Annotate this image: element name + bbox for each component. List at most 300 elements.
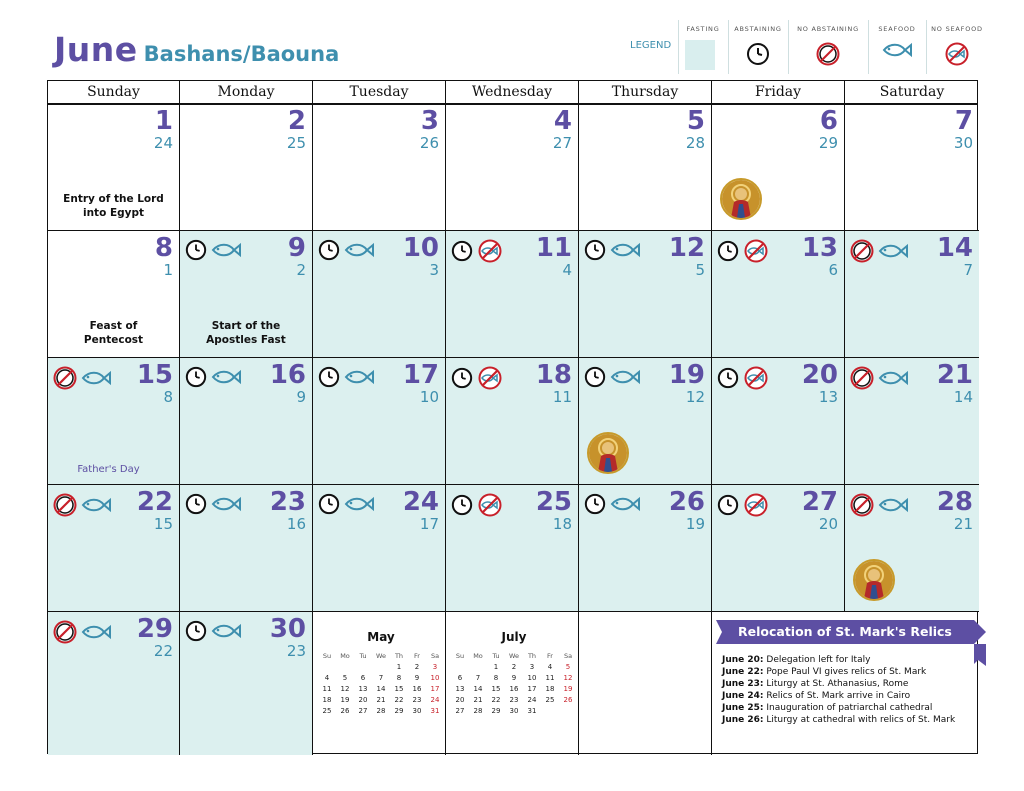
fish-icon <box>81 497 111 517</box>
clock-icon <box>318 239 340 265</box>
day-number: 27 <box>801 487 838 517</box>
mini-day: 4 <box>324 673 330 682</box>
mini-day: 18 <box>322 695 332 704</box>
no-fish-icon <box>477 493 503 521</box>
coptic-day-number: 15 <box>153 515 173 533</box>
mini-day: 8 <box>396 673 402 682</box>
day-number: 25 <box>535 487 572 517</box>
fast-icons <box>53 366 111 394</box>
legend-label: NO ABSTAINING <box>797 25 859 33</box>
clock-icon <box>717 240 739 266</box>
day-number: 23 <box>269 487 306 517</box>
day-cell[interactable] <box>48 612 180 755</box>
may-cell <box>313 612 446 755</box>
coptic-day-number: 25 <box>286 134 306 152</box>
mini-dow: Mo <box>473 651 483 660</box>
mini-day: 1 <box>396 662 402 671</box>
coptic-day-number: 17 <box>419 515 439 533</box>
fast-icons <box>318 366 374 392</box>
fast-icons <box>584 366 640 392</box>
relics-note-text: Liturgy at cathedral with relics of St. Mark <box>763 715 956 725</box>
mini-day: 16 <box>412 684 422 693</box>
legend-no-seafood <box>926 20 987 74</box>
relics-note-date: June 26: <box>722 715 764 725</box>
day-cell[interactable] <box>313 231 446 358</box>
no-clock-icon <box>850 366 874 394</box>
mini-day: 7 <box>378 673 384 682</box>
mini-day: 31 <box>527 706 537 715</box>
clock-icon <box>584 239 606 265</box>
mini-day: 13 <box>455 684 465 693</box>
day-cell[interactable] <box>712 358 845 485</box>
relics-note <box>722 654 977 666</box>
clock-icon <box>185 620 207 646</box>
relics-note <box>722 714 977 726</box>
no-fish-icon <box>477 239 503 267</box>
day-cell[interactable] <box>579 485 712 612</box>
legend-no-abstaining <box>788 20 867 74</box>
day-number: 8 <box>154 233 173 263</box>
empty-cell <box>579 612 712 755</box>
coptic-day-number: 3 <box>429 261 439 279</box>
day-cell[interactable] <box>579 358 712 485</box>
fast-icons <box>185 239 241 265</box>
relics-note-date: June 20: <box>722 655 764 665</box>
no-clock-icon <box>816 42 840 70</box>
day-number: 10 <box>402 233 439 263</box>
day-number: 15 <box>136 360 173 390</box>
mini-day: 24 <box>527 695 537 704</box>
mini-day: 9 <box>511 673 517 682</box>
day-number: 6 <box>819 106 838 136</box>
no-fish-icon <box>743 239 769 267</box>
day-cell[interactable] <box>48 358 180 485</box>
weekday-tuesday: Tuesday <box>313 81 446 103</box>
mini-day: 7 <box>475 673 481 682</box>
mini-dow: Sa <box>563 651 573 660</box>
mini-dow: Tu <box>492 651 500 660</box>
mini-dow: Fr <box>547 651 553 660</box>
coptic-day-number: 12 <box>685 388 705 406</box>
fast-icons <box>451 493 503 521</box>
mini-day <box>559 705 577 716</box>
weekday-monday: Monday <box>180 81 313 103</box>
mini-day: 16 <box>509 684 519 693</box>
clock-icon <box>746 42 770 70</box>
day-number: 5 <box>686 106 705 136</box>
day-number: 21 <box>936 360 973 390</box>
coptic-day-number: 29 <box>818 134 838 152</box>
mini-day: 27 <box>358 706 368 715</box>
mini-dow: Sa <box>430 651 440 660</box>
mini-calendar-title: May <box>367 630 395 644</box>
mini-day: 22 <box>394 695 404 704</box>
mini-day: 19 <box>340 695 350 704</box>
mini-day <box>541 705 559 716</box>
mini-calendar-title: July <box>501 630 527 644</box>
mini-day: 29 <box>394 706 404 715</box>
fish-icon <box>878 243 908 263</box>
fish-icon <box>610 369 640 389</box>
clock-icon <box>717 367 739 393</box>
mini-day: 20 <box>455 695 465 704</box>
mini-day: 10 <box>527 673 537 682</box>
legend-label: FASTING <box>686 25 720 33</box>
day-number: 1 <box>154 106 173 136</box>
day-number: 26 <box>668 487 705 517</box>
fast-icons <box>318 239 374 265</box>
legend-title: LEGEND <box>630 40 672 51</box>
mini-day: 2 <box>414 662 420 671</box>
fast-icons <box>451 239 503 267</box>
no-clock-icon <box>850 239 874 267</box>
relics-note-text: Liturgy at St. Athanasius, Rome <box>763 679 909 689</box>
day-cell[interactable] <box>313 104 446 231</box>
clock-icon <box>185 366 207 392</box>
mini-day <box>354 661 372 672</box>
day-number: 2 <box>287 106 306 136</box>
day-cell[interactable] <box>579 231 712 358</box>
clock-icon <box>185 239 207 265</box>
day-cell[interactable] <box>313 358 446 485</box>
mini-day: 11 <box>545 673 555 682</box>
day-cell[interactable] <box>48 231 180 358</box>
mini-day: 29 <box>491 706 501 715</box>
month-title: June <box>54 30 138 69</box>
coptic-day-number: 16 <box>286 515 306 533</box>
fish-icon <box>211 496 241 516</box>
fish-icon <box>81 370 111 390</box>
mini-day: 13 <box>358 684 368 693</box>
mini-day: 14 <box>473 684 483 693</box>
fasting-swatch-icon <box>685 40 715 70</box>
fast-icons <box>53 620 111 648</box>
coptic-day-number: 13 <box>818 388 838 406</box>
day-number: 11 <box>535 233 572 263</box>
relics-note <box>722 690 977 702</box>
day-number: 9 <box>287 233 306 263</box>
coptic-day-number: 2 <box>296 261 306 279</box>
mini-day: 20 <box>358 695 368 704</box>
coptic-day-number: 24 <box>153 134 173 152</box>
mini-day: 23 <box>412 695 422 704</box>
coptic-day-number: 4 <box>562 261 572 279</box>
saints-icon <box>720 178 762 220</box>
mini-day: 5 <box>565 662 571 671</box>
day-number: 13 <box>801 233 838 263</box>
day-number: 19 <box>668 360 705 390</box>
day-cell[interactable] <box>446 231 579 358</box>
mini-day: 15 <box>394 684 404 693</box>
coptic-day-number: 18 <box>552 515 572 533</box>
no-fish-icon <box>477 366 503 394</box>
legend-label: SEAFOOD <box>878 25 916 33</box>
mini-day: 21 <box>376 695 386 704</box>
day-number: 16 <box>269 360 306 390</box>
weekday-sunday: Sunday <box>48 81 180 103</box>
fish-icon <box>211 369 241 389</box>
fast-icons <box>717 366 769 394</box>
clock-icon <box>451 494 473 520</box>
coptic-day-number: 30 <box>953 134 973 152</box>
mini-day <box>469 661 487 672</box>
clock-icon <box>318 493 340 519</box>
no-fish-icon <box>743 493 769 521</box>
mini-day: 8 <box>493 673 499 682</box>
legend-label: ABSTAINING <box>734 25 782 33</box>
relics-note <box>722 702 977 714</box>
clock-icon <box>185 493 207 519</box>
coptic-day-number: 5 <box>695 261 705 279</box>
fish-icon <box>610 496 640 516</box>
day-number: 28 <box>936 487 973 517</box>
clock-icon <box>451 240 473 266</box>
fast-icons <box>185 620 241 646</box>
relics-note-text: Pope Paul VI gives relics of St. Mark <box>763 667 927 677</box>
no-clock-icon <box>850 493 874 521</box>
mini-day: 19 <box>563 684 573 693</box>
event-label: Feast of Pentecost <box>83 320 144 346</box>
fish-icon <box>344 369 374 389</box>
mini-day <box>336 661 354 672</box>
day-cell[interactable] <box>712 485 845 612</box>
coptic-day-number: 6 <box>828 261 838 279</box>
day-cell[interactable] <box>446 358 579 485</box>
mini-day: 21 <box>473 695 483 704</box>
mini-calendar-may <box>318 630 444 716</box>
legend-seafood <box>868 20 925 74</box>
mini-day: 4 <box>547 662 553 671</box>
coptic-day-number: 10 <box>419 388 439 406</box>
mini-dow: Su <box>322 651 332 660</box>
day-number: 20 <box>801 360 838 390</box>
coptic-day-number: 28 <box>685 134 705 152</box>
day-number: 24 <box>402 487 439 517</box>
fast-icons <box>185 366 241 392</box>
page-title <box>54 30 339 74</box>
mini-day: 31 <box>430 706 440 715</box>
fast-icons <box>850 239 908 267</box>
no-fish-icon <box>945 42 969 70</box>
day-cell[interactable] <box>845 231 979 358</box>
no-fish-icon <box>743 366 769 394</box>
fish-icon <box>344 242 374 262</box>
mini-dow: We <box>508 651 520 660</box>
clock-icon <box>318 366 340 392</box>
day-cell[interactable] <box>180 358 313 485</box>
mini-day: 28 <box>376 706 386 715</box>
day-cell[interactable] <box>180 485 313 612</box>
mini-day: 5 <box>342 673 348 682</box>
legend <box>620 20 982 74</box>
day-number: 12 <box>668 233 705 263</box>
mini-day: 18 <box>545 684 555 693</box>
mini-day: 25 <box>545 695 555 704</box>
day-cell[interactable] <box>579 104 712 231</box>
day-cell[interactable] <box>446 485 579 612</box>
day-number: 22 <box>136 487 173 517</box>
coptic-month-title: Bashans/Baouna <box>143 42 340 66</box>
july-cell <box>446 612 579 755</box>
mini-dow: We <box>375 651 387 660</box>
coptic-day-number: 7 <box>963 261 973 279</box>
mini-day: 12 <box>340 684 350 693</box>
day-number: 7 <box>954 106 973 136</box>
saint-icon <box>587 432 629 474</box>
relics-note-text: Delegation left for Italy <box>763 655 871 665</box>
day-number: 18 <box>535 360 572 390</box>
event-label: Start of the Apostles Fast <box>206 320 286 346</box>
mini-day: 1 <box>493 662 499 671</box>
relics-title: Relocation of St. Mark's Relics <box>738 624 952 639</box>
coptic-day-number: 23 <box>286 642 306 660</box>
day-cell[interactable] <box>48 485 180 612</box>
legend-label: NO SEAFOOD <box>931 25 983 33</box>
mini-day: 12 <box>563 673 573 682</box>
fish-icon <box>878 370 908 390</box>
day-cell[interactable] <box>845 485 979 612</box>
day-number: 29 <box>136 614 173 644</box>
mini-day: 9 <box>414 673 420 682</box>
day-cell[interactable] <box>712 231 845 358</box>
mini-dow: Tu <box>359 651 367 660</box>
no-clock-icon <box>53 366 77 394</box>
mini-day: 23 <box>509 695 519 704</box>
coptic-day-number: 27 <box>552 134 572 152</box>
coptic-day-number: 26 <box>419 134 439 152</box>
mini-day: 28 <box>473 706 483 715</box>
weekday-wednesday: Wednesday <box>446 81 579 103</box>
day-number: 14 <box>936 233 973 263</box>
relics-notes <box>722 654 977 726</box>
clock-icon <box>717 494 739 520</box>
clock-icon <box>584 366 606 392</box>
fast-icons <box>850 493 908 521</box>
day-cell[interactable] <box>48 104 180 231</box>
relics-note-date: June 23: <box>722 679 764 689</box>
relics-note <box>722 678 977 690</box>
day-number: 4 <box>553 106 572 136</box>
mini-day: 17 <box>430 684 440 693</box>
fast-icons <box>53 493 111 521</box>
fish-icon <box>344 496 374 516</box>
fish-icon <box>878 497 908 517</box>
fast-icons <box>185 493 241 519</box>
fish-icon <box>81 624 111 644</box>
day-number: 30 <box>269 614 306 644</box>
coptic-day-number: 9 <box>296 388 306 406</box>
mini-day: 11 <box>322 684 332 693</box>
fast-icons <box>717 493 769 521</box>
mini-dow: Mo <box>340 651 350 660</box>
fast-icons <box>717 239 769 267</box>
day-cell[interactable] <box>180 104 313 231</box>
mini-day: 10 <box>430 673 440 682</box>
mini-dow: Th <box>527 651 537 660</box>
fast-icons <box>584 239 640 265</box>
coptic-day-number: 11 <box>552 388 572 406</box>
mini-day: 3 <box>432 662 438 671</box>
day-cell[interactable] <box>845 358 979 485</box>
fish-icon <box>610 242 640 262</box>
clock-icon <box>451 367 473 393</box>
relics-note-text: Relics of St. Mark arrive in Cairo <box>763 691 911 701</box>
mini-dow: Th <box>394 651 404 660</box>
coptic-day-number: 22 <box>153 642 173 660</box>
coptic-day-number: 1 <box>163 261 173 279</box>
observance-label: Father's Day <box>77 464 140 475</box>
relics-note <box>722 666 977 678</box>
clock-icon <box>584 493 606 519</box>
fish-icon <box>211 623 241 643</box>
day-cell[interactable] <box>712 104 845 231</box>
coptic-day-number: 14 <box>953 388 973 406</box>
coptic-day-number: 8 <box>163 388 173 406</box>
mini-day: 25 <box>322 706 332 715</box>
relics-note-date: June 25: <box>722 703 764 713</box>
mini-calendar-july <box>451 630 577 716</box>
no-clock-icon <box>53 620 77 648</box>
mini-day: 24 <box>430 695 440 704</box>
day-number: 17 <box>402 360 439 390</box>
mini-day: 26 <box>563 695 573 704</box>
legend-abstaining <box>728 20 787 74</box>
mini-day: 30 <box>509 706 519 715</box>
day-cell[interactable] <box>313 485 446 612</box>
mini-day: 17 <box>527 684 537 693</box>
weekday-saturday: Saturday <box>879 84 945 100</box>
relics-note-text: Inauguration of patriarchal cathedral <box>763 703 933 713</box>
coptic-day-number: 20 <box>818 515 838 533</box>
fast-icons <box>584 493 640 519</box>
mini-day: 6 <box>360 673 366 682</box>
day-cell[interactable] <box>446 104 579 231</box>
fast-icons <box>318 493 374 519</box>
day-cell[interactable] <box>180 231 313 358</box>
legend-fasting <box>678 20 727 74</box>
mini-day: 15 <box>491 684 501 693</box>
virgin-mary-icon <box>853 559 895 601</box>
coptic-day-number: 21 <box>953 515 973 533</box>
mini-day: 6 <box>457 673 463 682</box>
mini-day: 30 <box>412 706 422 715</box>
mini-day: 27 <box>455 706 465 715</box>
weekday-friday: Friday <box>712 81 845 103</box>
mini-day <box>318 661 336 672</box>
mini-day <box>372 661 390 672</box>
mini-dow: Su <box>455 651 465 660</box>
no-clock-icon <box>53 493 77 521</box>
day-cell[interactable] <box>845 104 979 231</box>
relics-note-date: June 22: <box>722 667 764 677</box>
coptic-day-number: 19 <box>685 515 705 533</box>
mini-day: 2 <box>511 662 517 671</box>
mini-day: 22 <box>491 695 501 704</box>
relics-note-date: June 24: <box>722 691 764 701</box>
fast-icons <box>451 366 503 394</box>
day-cell[interactable] <box>180 612 313 755</box>
day-number: 3 <box>420 106 439 136</box>
weekday-thursday: Thursday <box>579 81 712 103</box>
fast-icons <box>850 366 908 394</box>
mini-dow: Fr <box>414 651 420 660</box>
event-label: Entry of the Lord into Egypt <box>63 193 164 219</box>
fish-icon <box>211 242 241 262</box>
mini-day: 3 <box>529 662 535 671</box>
mini-day: 26 <box>340 706 350 715</box>
mini-day: 14 <box>376 684 386 693</box>
mini-day <box>451 661 469 672</box>
